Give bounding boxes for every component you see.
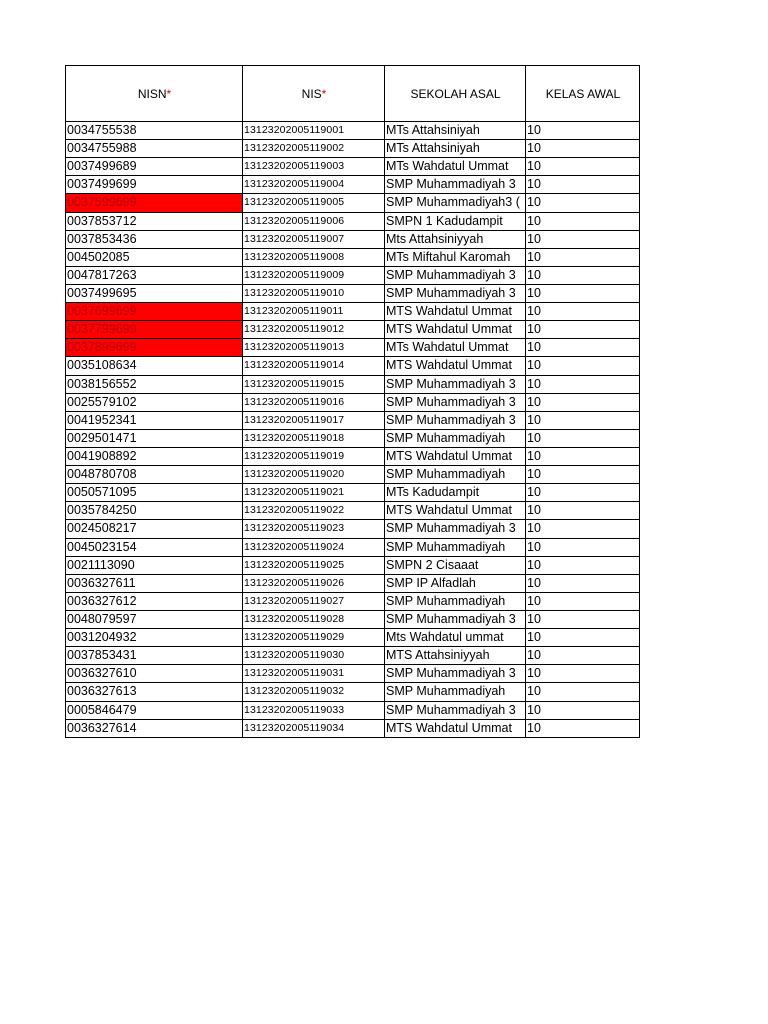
table-row	[66, 429, 640, 447]
nisn-cell[interactable]: 0029501471	[66, 429, 243, 447]
nis-cell[interactable]: 13123202005119034	[243, 719, 385, 737]
kelas-awal-cell[interactable]: 10	[526, 176, 640, 194]
kelas-awal-cell[interactable]: 10	[526, 592, 640, 610]
header-row	[66, 66, 640, 122]
nis-cell[interactable]: 13123202005119006	[243, 212, 385, 230]
kelas-awal-cell[interactable]: 10	[526, 194, 640, 212]
kelas-awal-cell[interactable]: 10	[526, 230, 640, 248]
nisn-cell[interactable]: 0037853436	[66, 230, 243, 248]
sekolah-asal-cell[interactable]: SMP IP Alfadlah	[385, 574, 526, 592]
nisn-cell[interactable]: 0037499699	[66, 176, 243, 194]
header-nis-label: NIS	[301, 86, 322, 101]
nis-cell[interactable]: 13123202005119022	[243, 502, 385, 520]
kelas-awal-cell[interactable]: 10	[526, 357, 640, 375]
nis-cell[interactable]: 13123202005119029	[243, 629, 385, 647]
table-row	[66, 683, 640, 701]
nis-cell[interactable]: 13123202005119026	[243, 574, 385, 592]
table-row	[66, 140, 640, 158]
nisn-cell[interactable]: 0041908892	[66, 447, 243, 465]
table-row	[66, 284, 640, 302]
nisn-cell[interactable]: 0037699699	[66, 303, 243, 321]
kelas-awal-cell[interactable]: 10	[526, 629, 640, 647]
nisn-cell[interactable]: 0036327613	[66, 683, 243, 701]
kelas-awal-cell[interactable]: 10	[526, 447, 640, 465]
nis-cell[interactable]: 13123202005119002	[243, 140, 385, 158]
sekolah-asal-cell[interactable]: SMPN 1 Kadudampit	[385, 212, 526, 230]
kelas-awal-cell[interactable]: 10	[526, 140, 640, 158]
nis-cell[interactable]: 13123202005119031	[243, 665, 385, 683]
table-row	[66, 230, 640, 248]
nisn-cell[interactable]: 0034755538	[66, 122, 243, 140]
sekolah-asal-cell[interactable]: MTs Attahsiniyah	[385, 122, 526, 140]
nis-cell[interactable]: 13123202005119003	[243, 158, 385, 176]
sekolah-asal-cell[interactable]: SMP Muhammadiyah 3	[385, 411, 526, 429]
header-nisn[interactable]	[66, 66, 243, 122]
nisn-cell[interactable]: 0037853431	[66, 647, 243, 665]
required-mark: *	[166, 86, 172, 101]
nisn-cell[interactable]: 0034755988	[66, 140, 243, 158]
nisn-cell[interactable]: 0035108634	[66, 357, 243, 375]
table-row	[66, 556, 640, 574]
nisn-cell[interactable]: 0037499695	[66, 284, 243, 302]
nis-cell[interactable]: 13123202005119009	[243, 266, 385, 284]
nisn-cell[interactable]: 0036327612	[66, 592, 243, 610]
nisn-cell[interactable]: 0021113090	[66, 556, 243, 574]
table-row	[66, 502, 640, 520]
table-row	[66, 466, 640, 484]
sekolah-asal-cell[interactable]: SMPN 2 Cisaaat	[385, 556, 526, 574]
table-row	[66, 447, 640, 465]
nis-cell[interactable]: 13123202005119011	[243, 303, 385, 321]
nisn-cell[interactable]: 0036327614	[66, 719, 243, 737]
nis-cell[interactable]: 13123202005119016	[243, 393, 385, 411]
nis-cell[interactable]: 13123202005119013	[243, 339, 385, 357]
sekolah-asal-cell[interactable]: MTs Kadudampit	[385, 484, 526, 502]
nis-cell[interactable]: 13123202005119025	[243, 556, 385, 574]
sekolah-asal-cell[interactable]: MTS Wahdatul Ummat	[385, 719, 526, 737]
sekolah-asal-cell[interactable]: MTS Wahdatul Ummat	[385, 357, 526, 375]
nis-cell[interactable]: 13123202005119019	[243, 447, 385, 465]
header-sekolah-asal-label: SEKOLAH ASAL	[410, 86, 501, 101]
kelas-awal-cell[interactable]: 10	[526, 284, 640, 302]
table-row	[66, 303, 640, 321]
required-mark: *	[321, 86, 327, 101]
sekolah-asal-cell[interactable]: SMP Muhammadiyah 3	[385, 520, 526, 538]
kelas-awal-cell[interactable]: 10	[526, 303, 640, 321]
nisn-cell[interactable]: 0037599699	[66, 194, 243, 212]
kelas-awal-cell[interactable]: 10	[526, 647, 640, 665]
kelas-awal-cell[interactable]: 10	[526, 683, 640, 701]
table-row	[66, 339, 640, 357]
nisn-cell[interactable]: 0050571095	[66, 484, 243, 502]
kelas-awal-cell[interactable]: 10	[526, 266, 640, 284]
nisn-cell[interactable]: 0024508217	[66, 520, 243, 538]
sekolah-asal-cell[interactable]: SMP Muhammadiyah 3	[385, 284, 526, 302]
kelas-awal-cell[interactable]: 10	[526, 411, 640, 429]
table-row	[66, 158, 640, 176]
table-row	[66, 212, 640, 230]
nisn-cell[interactable]: 0045023154	[66, 538, 243, 556]
sekolah-asal-cell[interactable]: SMP Muhammadiyah 3	[385, 665, 526, 683]
header-nisn-label: NISN	[137, 86, 167, 101]
sekolah-asal-cell[interactable]: Mts Wahdatul ummat	[385, 629, 526, 647]
table-row	[66, 629, 640, 647]
sekolah-asal-cell[interactable]: MTS Attahsiniyyah	[385, 647, 526, 665]
kelas-awal-cell[interactable]: 10	[526, 502, 640, 520]
nis-cell[interactable]: 13123202005119014	[243, 357, 385, 375]
sekolah-asal-cell[interactable]: MTS Wahdatul Ummat	[385, 303, 526, 321]
student-table	[65, 65, 640, 738]
nisn-cell[interactable]: 0037853712	[66, 212, 243, 230]
nisn-cell[interactable]: 0035784250	[66, 502, 243, 520]
sekolah-asal-cell[interactable]: SMP Muhammadiyah	[385, 592, 526, 610]
table-row	[66, 266, 640, 284]
table-row	[66, 194, 640, 212]
sekolah-asal-cell[interactable]: MTs Wahdatul Ummat	[385, 339, 526, 357]
nisn-cell[interactable]: 004502085	[66, 248, 243, 266]
nisn-cell[interactable]: 0037799699	[66, 321, 243, 339]
sekolah-asal-cell[interactable]: SMP Muhammadiyah 3	[385, 176, 526, 194]
nisn-cell[interactable]: 0041952341	[66, 411, 243, 429]
table-row	[66, 538, 640, 556]
kelas-awal-cell[interactable]: 10	[526, 429, 640, 447]
sekolah-asal-cell[interactable]: SMP Muhammadiyah	[385, 538, 526, 556]
nisn-cell[interactable]: 0036327611	[66, 574, 243, 592]
kelas-awal-cell[interactable]: 10	[526, 538, 640, 556]
sekolah-asal-cell[interactable]: SMP Muhammadiyah	[385, 429, 526, 447]
sekolah-asal-cell[interactable]: SMP Muhammadiyah3 (	[385, 194, 526, 212]
table-row	[66, 176, 640, 194]
table-row	[66, 393, 640, 411]
nis-cell[interactable]: 13123202005119028	[243, 610, 385, 628]
nis-cell[interactable]: 13123202005119033	[243, 701, 385, 719]
kelas-awal-cell[interactable]: 10	[526, 701, 640, 719]
nisn-cell[interactable]: 0031204932	[66, 629, 243, 647]
header-sekolah-asal[interactable]	[385, 66, 526, 122]
nisn-cell[interactable]: 0037899699	[66, 339, 243, 357]
table-row	[66, 665, 640, 683]
sekolah-asal-cell[interactable]: MTs Attahsiniyah	[385, 140, 526, 158]
sekolah-asal-cell[interactable]: SMP Muhammadiyah 3	[385, 393, 526, 411]
kelas-awal-cell[interactable]: 10	[526, 248, 640, 266]
nis-cell[interactable]: 13123202005119012	[243, 321, 385, 339]
sekolah-asal-cell[interactable]: SMP Muhammadiyah 3	[385, 266, 526, 284]
nis-cell[interactable]: 13123202005119021	[243, 484, 385, 502]
table-row	[66, 574, 640, 592]
nis-cell[interactable]: 13123202005119007	[243, 230, 385, 248]
sekolah-asal-cell[interactable]: Mts Attahsiniyyah	[385, 230, 526, 248]
nis-cell[interactable]: 13123202005119020	[243, 466, 385, 484]
table-row	[66, 701, 640, 719]
nisn-cell[interactable]: 0038156552	[66, 375, 243, 393]
table-row	[66, 411, 640, 429]
kelas-awal-cell[interactable]: 10	[526, 158, 640, 176]
kelas-awal-cell[interactable]: 10	[526, 339, 640, 357]
nisn-cell[interactable]: 0037499689	[66, 158, 243, 176]
kelas-awal-cell[interactable]: 10	[526, 212, 640, 230]
sekolah-asal-cell[interactable]: MTS Wahdatul Ummat	[385, 321, 526, 339]
nis-cell[interactable]: 13123202005119001	[243, 122, 385, 140]
header-kelas-awal-label: KELAS AWAL	[545, 86, 621, 101]
nisn-cell[interactable]: 0048079597	[66, 610, 243, 628]
nis-cell[interactable]: 13123202005119017	[243, 411, 385, 429]
table-row	[66, 248, 640, 266]
sekolah-asal-cell[interactable]: SMP Muhammadiyah 3	[385, 375, 526, 393]
kelas-awal-cell[interactable]: 10	[526, 556, 640, 574]
sekolah-asal-cell[interactable]: SMP Muhammadiyah 3	[385, 610, 526, 628]
nis-cell[interactable]: 13123202005119027	[243, 592, 385, 610]
kelas-awal-cell[interactable]: 10	[526, 393, 640, 411]
nis-cell[interactable]: 13123202005119005	[243, 194, 385, 212]
table-row	[66, 375, 640, 393]
nis-cell[interactable]: 13123202005119008	[243, 248, 385, 266]
kelas-awal-cell[interactable]: 10	[526, 466, 640, 484]
table-row	[66, 357, 640, 375]
nis-cell[interactable]: 13123202005119018	[243, 429, 385, 447]
nisn-cell[interactable]: 0047817263	[66, 266, 243, 284]
kelas-awal-cell[interactable]: 10	[526, 484, 640, 502]
table-row	[66, 321, 640, 339]
sekolah-asal-cell[interactable]: SMP Muhammadiyah	[385, 683, 526, 701]
kelas-awal-cell[interactable]: 10	[526, 122, 640, 140]
sekolah-asal-cell[interactable]: MTs Wahdatul Ummat	[385, 158, 526, 176]
kelas-awal-cell[interactable]: 10	[526, 719, 640, 737]
sekolah-asal-cell[interactable]: SMP Muhammadiyah	[385, 466, 526, 484]
nisn-cell[interactable]: 0048780708	[66, 466, 243, 484]
nisn-cell[interactable]: 0025579102	[66, 393, 243, 411]
nis-cell[interactable]: 13123202005119030	[243, 647, 385, 665]
table-row	[66, 484, 640, 502]
table-row	[66, 719, 640, 737]
kelas-awal-cell[interactable]: 10	[526, 665, 640, 683]
kelas-awal-cell[interactable]: 10	[526, 375, 640, 393]
nis-cell[interactable]: 13123202005119004	[243, 176, 385, 194]
sekolah-asal-cell[interactable]: MTs Miftahul Karomah	[385, 248, 526, 266]
table-body	[66, 122, 640, 738]
table-row	[66, 520, 640, 538]
table-row	[66, 647, 640, 665]
table-row	[66, 610, 640, 628]
nisn-cell[interactable]: 0005846479	[66, 701, 243, 719]
kelas-awal-cell[interactable]: 10	[526, 610, 640, 628]
kelas-awal-cell[interactable]: 10	[526, 574, 640, 592]
nis-cell[interactable]: 13123202005119023	[243, 520, 385, 538]
header-nis[interactable]	[243, 66, 385, 122]
table-row	[66, 592, 640, 610]
nis-cell[interactable]: 13123202005119024	[243, 538, 385, 556]
kelas-awal-cell[interactable]: 10	[526, 321, 640, 339]
sekolah-asal-cell[interactable]: SMP Muhammadiyah 3	[385, 701, 526, 719]
nisn-cell[interactable]: 0036327610	[66, 665, 243, 683]
kelas-awal-cell[interactable]: 10	[526, 520, 640, 538]
nis-cell[interactable]: 13123202005119015	[243, 375, 385, 393]
header-kelas-awal[interactable]	[526, 66, 640, 122]
sekolah-asal-cell[interactable]: MTS Wahdatul Ummat	[385, 447, 526, 465]
table-row	[66, 122, 640, 140]
nis-cell[interactable]: 13123202005119032	[243, 683, 385, 701]
sekolah-asal-cell[interactable]: MTS Wahdatul Ummat	[385, 502, 526, 520]
nis-cell[interactable]: 13123202005119010	[243, 284, 385, 302]
